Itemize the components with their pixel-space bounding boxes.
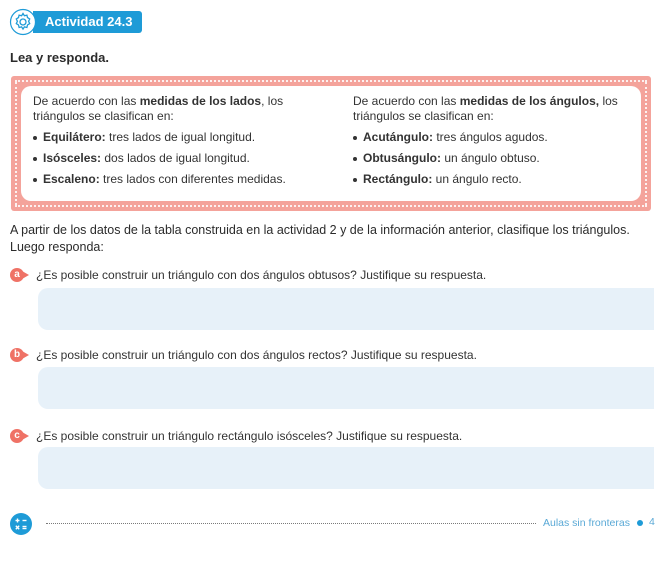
answer-field-c[interactable]: [38, 447, 654, 489]
activity-title: Actividad 24.3: [33, 11, 142, 33]
question-text: ¿Es posible construir un triángulo con dos ángulos rectos? Justifique su respuesta.: [36, 348, 477, 362]
instruction-text: Lea y responda.: [10, 50, 109, 65]
task-paragraph: A partir de los datos de la tabla construida en la actividad 2 y de la información anterior, clasifique los triángulos. Luego responda:: [10, 223, 630, 254]
list-item: Escaleno: tres lados con diferentes medidas.: [33, 172, 333, 187]
activity-header: [7, 9, 142, 35]
answer-field-a[interactable]: [38, 288, 654, 330]
question-marker: b: [10, 348, 32, 362]
question-text: ¿Es posible construir un triángulo con dos ángulos obtusos? Justifique su respuesta.: [36, 268, 487, 282]
math-operations-icon: [10, 513, 32, 535]
answer-field-b[interactable]: [38, 367, 654, 409]
sides-classification: [33, 94, 333, 193]
page-footer: [0, 508, 654, 538]
list-item: Rectángulo: un ángulo recto.: [353, 172, 638, 187]
question-text: ¿Es posible construir un triángulo rectángulo isósceles? Justifique su respuesta.: [36, 429, 463, 443]
angles-classification: [353, 94, 638, 193]
list-item: Equilátero: tres lados de igual longitud.: [33, 130, 333, 145]
classification-info-frame: [11, 76, 651, 211]
footer-divider: [46, 523, 536, 524]
question-c: [10, 429, 462, 443]
list-item: Isósceles: dos lados de igual longitud.: [33, 151, 333, 166]
footer-dot: [637, 520, 643, 526]
page-number: 4: [649, 516, 655, 528]
list-item: Obtusángulo: un ángulo obtuso.: [353, 151, 638, 166]
list-item: Acutángulo: tres ángulos agudos.: [353, 130, 638, 145]
gear-icon: [7, 9, 39, 35]
question-a: [10, 268, 486, 282]
angles-intro: De acuerdo con las medidas de los ángulos, los triángulos se clasifican en:: [353, 94, 618, 123]
question-marker: c: [10, 429, 32, 443]
classification-info-box: [21, 86, 641, 201]
question-b: [10, 348, 477, 362]
footer-brand: Aulas sin fronteras: [543, 517, 630, 529]
question-marker: a: [10, 268, 32, 282]
sides-intro: De acuerdo con las medidas de los lados, los triángulos se clasifican en:: [33, 94, 284, 123]
